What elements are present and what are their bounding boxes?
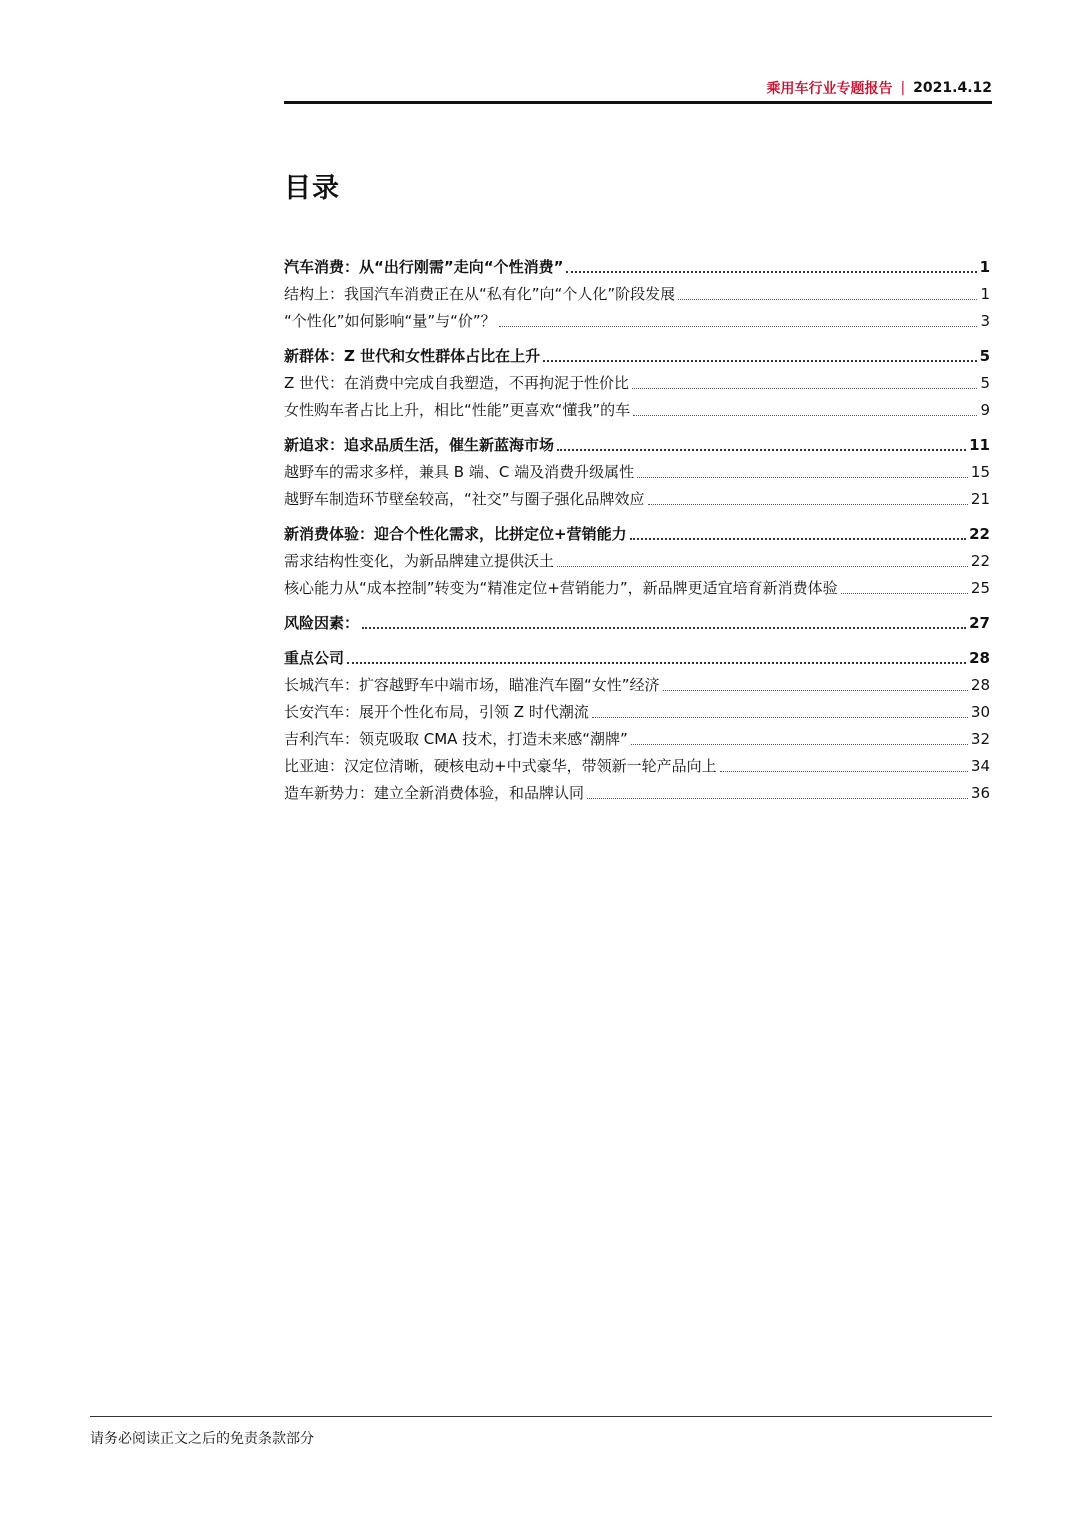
dot-leader (632, 388, 977, 389)
toc-item-label: 需求结构性变化，为新品牌建立提供沃土 (284, 552, 555, 570)
toc-item-label: 长安汽车：展开个性化布局，引领 Z 时代潮流 (284, 703, 589, 721)
toc-item-label: 长城汽车：扩容越野车中端市场，瞄准汽车圈“女性”经济 (284, 676, 660, 694)
toc-page-number: 3 (980, 312, 990, 330)
header-separator: | (900, 80, 906, 96)
toc-page-number: 22 (970, 552, 990, 570)
dot-leader (592, 717, 968, 718)
toc-heading[interactable] (284, 343, 990, 370)
toc-item[interactable] (284, 753, 990, 780)
page-title: 目录 (284, 173, 340, 204)
toc-page-number: 5 (980, 374, 990, 392)
dot-leader (362, 627, 966, 629)
dot-leader (630, 538, 967, 540)
toc-item-label: Z 世代：在消费中完成自我塑造，不再拘泥于性价比 (284, 374, 630, 392)
toc-item[interactable] (284, 486, 990, 513)
toc-heading[interactable] (284, 645, 990, 672)
toc-heading[interactable] (284, 521, 990, 548)
toc-item[interactable] (284, 370, 990, 397)
toc-item[interactable] (284, 699, 990, 726)
toc-item[interactable] (284, 672, 990, 699)
toc-section (284, 610, 990, 637)
dot-leader (587, 798, 968, 799)
toc-item-label: 越野车制造环节壁垒较高，“社交”与圈子强化品牌效应 (284, 490, 645, 508)
toc-page-number: 28 (969, 649, 990, 667)
dot-leader (499, 326, 978, 327)
toc-item-label: 比亚迪：汉定位清晰，硬核电动+中式豪华，带领新一轮产品向上 (284, 757, 717, 775)
toc-item[interactable] (284, 548, 990, 575)
toc-heading[interactable] (284, 610, 990, 637)
toc-item-label: “个性化”如何影响“量”与“价”？ (284, 312, 496, 330)
dot-leader (633, 415, 977, 416)
report-title: 乘用车行业专题报告 (766, 81, 893, 97)
table-of-contents (284, 254, 990, 815)
toc-page-number: 22 (969, 525, 990, 543)
toc-section (284, 645, 990, 807)
toc-item-label: 吉利汽车：领克吸取 CMA 技术，打造未来感“潮牌” (284, 730, 628, 748)
toc-page-number: 9 (980, 401, 990, 419)
toc-item-label: 结构上：我国汽车消费正在从“私有化”向“个人化”阶段发展 (284, 285, 676, 303)
toc-heading-label: 汽车消费：从“出行刚需”走向“个性消费” (284, 258, 564, 276)
toc-heading[interactable] (284, 432, 990, 459)
toc-item[interactable] (284, 575, 990, 602)
toc-item[interactable] (284, 726, 990, 753)
toc-heading-label: 新群体：Z 世代和女性群体占比在上升 (284, 347, 541, 365)
toc-page-number: 28 (970, 676, 990, 694)
toc-page-number: 15 (970, 463, 990, 481)
dot-leader (720, 771, 968, 772)
toc-page-number: 21 (970, 490, 990, 508)
toc-page-number: 11 (969, 436, 990, 454)
toc-section (284, 521, 990, 602)
page-header (284, 76, 992, 100)
dot-leader (557, 449, 966, 451)
toc-section (284, 343, 990, 424)
report-date: 2021.4.12 (913, 80, 992, 96)
toc-page-number: 30 (970, 703, 990, 721)
toc-item[interactable] (284, 459, 990, 486)
dot-leader (557, 566, 968, 567)
toc-section (284, 432, 990, 513)
dot-leader (678, 299, 977, 300)
toc-item-label: 核心能力从“成本控制”转变为“精准定位+营销能力”，新品牌更适宜培育新消费体验 (284, 579, 838, 597)
dot-leader (841, 593, 968, 594)
header-divider (284, 101, 992, 104)
toc-item-label: 造车新势力：建立全新消费体验，和品牌认同 (284, 784, 585, 802)
toc-heading[interactable] (284, 254, 990, 281)
toc-heading-label: 重点公司 (284, 649, 345, 667)
toc-item-label: 女性购车者占比上升，相比“性能”更喜欢“懂我”的车 (284, 401, 631, 419)
toc-page-number: 1 (980, 285, 990, 303)
dot-leader (648, 504, 968, 505)
toc-page-number: 1 (979, 258, 990, 276)
dot-leader (663, 690, 968, 691)
dot-leader (543, 360, 976, 362)
toc-heading-label: 风险因素： (284, 614, 360, 632)
toc-page-number: 32 (970, 730, 990, 748)
footer-divider (90, 1416, 992, 1417)
toc-item[interactable] (284, 397, 990, 424)
toc-page-number: 36 (970, 784, 990, 802)
toc-item[interactable] (284, 281, 990, 308)
toc-item[interactable] (284, 308, 990, 335)
toc-heading-label: 新追求：追求品质生活，催生新蓝海市场 (284, 436, 555, 454)
toc-item-label: 越野车的需求多样，兼具 B 端、C 端及消费升级属性 (284, 463, 635, 481)
dot-leader (637, 477, 968, 478)
toc-item[interactable] (284, 780, 990, 807)
dot-leader (347, 662, 966, 664)
toc-section (284, 254, 990, 335)
dot-leader (631, 744, 968, 745)
toc-page-number: 25 (970, 579, 990, 597)
toc-page-number: 34 (970, 757, 990, 775)
dot-leader (566, 271, 976, 273)
footer-disclaimer: 请务必阅读正文之后的免责条款部分 (90, 1431, 314, 1447)
toc-page-number: 27 (969, 614, 990, 632)
toc-heading-label: 新消费体验：迎合个性化需求，比拼定位+营销能力 (284, 525, 627, 543)
toc-page-number: 5 (979, 347, 990, 365)
